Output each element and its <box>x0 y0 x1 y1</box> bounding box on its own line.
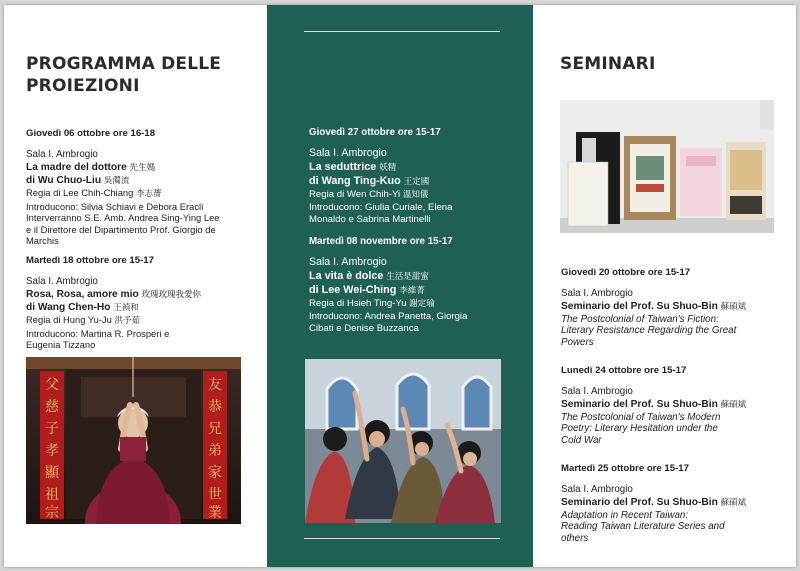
svg-text:祖: 祖 <box>45 487 59 503</box>
seminar-date: Lunedì 24 ottobre ore 15-17 <box>561 365 687 376</box>
event-title: La vita è dolce 生活是甜蜜 <box>309 270 429 283</box>
event-venue: Sala I. Ambrogio <box>309 146 387 159</box>
event-date: Giovedì 27 ottobre ore 15-17 <box>309 127 441 138</box>
svg-text:慈: 慈 <box>45 399 59 415</box>
seminar-2 <box>561 365 786 446</box>
svg-text:弟: 弟 <box>208 443 222 459</box>
seminar-topic: Reading Taiwan Literature Series and <box>561 521 725 533</box>
heading-line-2: PROIEZIONI <box>26 76 140 96</box>
svg-text:孝: 孝 <box>45 443 59 459</box>
event-note: Eugenia Tizzano <box>26 339 96 351</box>
svg-text:父: 父 <box>45 377 59 393</box>
seminar-topic: Adaptation in Recent Taiwan: <box>561 509 689 521</box>
seminar-1 <box>561 267 786 348</box>
books-image <box>560 100 774 233</box>
event-venue: Sala I. Ambrogio <box>26 148 98 160</box>
seminar-venue: Sala I. Ambrogio <box>561 483 633 495</box>
event-note: Interverranno S.E. Amb. Andrea Sing-Ying Lee <box>26 212 220 224</box>
screening-event-3 <box>309 127 519 226</box>
seminar-topic: others <box>561 532 589 544</box>
event-date: Martedì 18 ottobre ore 15-17 <box>26 255 154 266</box>
temple-scene-image <box>26 357 241 524</box>
seminar-topic: Poetry: Literary Hesitation under the <box>561 423 718 435</box>
seminar-venue: Sala I. Ambrogio <box>561 287 633 299</box>
seminar-topic: The Postcolonial of Taiwan's Fiction: <box>561 313 719 325</box>
event-note: Introducono: Silvia Schiavi e Debora Eracli <box>26 200 204 212</box>
event-title: Rosa, Rosa, amore mio 玫瑰玫瑰我愛你 <box>26 289 202 301</box>
event-author: di Wang Chen-Ho 王禎和 <box>26 301 139 313</box>
right-panel <box>533 5 796 567</box>
top-divider <box>304 31 500 32</box>
event-date: Giovedì 06 ottobre ore 16-18 <box>26 128 156 139</box>
seminar-3 <box>561 463 786 544</box>
seminar-topic: The Postcolonial of Taiwan's Modern <box>561 411 721 423</box>
event-director: Regia di Hung Yu-Ju 洪予茹 <box>26 314 140 326</box>
svg-text:業: 業 <box>208 505 222 521</box>
svg-text:宗: 宗 <box>45 505 59 521</box>
event-note: Introducono: Andrea Panetta, Giorgia <box>309 310 468 322</box>
seminar-speaker: Seminario del Prof. Su Shuo-Bin 蘇碩斌 <box>561 497 747 509</box>
event-note: Monaldo e Sabrina Martinelli <box>309 213 431 225</box>
event-director: Regia di Wen Chih-Yi 溫知儀 <box>309 189 429 201</box>
svg-text:家: 家 <box>208 465 222 481</box>
event-author: di Wu Chuo-Liu 吳濁流 <box>26 174 130 186</box>
event-author: di Wang Ting-Kuo 王定國 <box>309 175 430 188</box>
event-director: Regia di Hsieh Ting-Yu 謝定瑜 <box>309 298 435 310</box>
seminar-date: Giovedì 20 ottobre ore 15-17 <box>561 267 691 278</box>
screening-event-1 <box>26 128 256 247</box>
svg-text:子: 子 <box>45 421 59 437</box>
temple-film-photo <box>26 357 241 524</box>
middle-panel <box>267 5 533 567</box>
seminar-venue: Sala I. Ambrogio <box>561 385 633 397</box>
books-photo <box>560 100 774 233</box>
svg-text:友: 友 <box>208 377 222 393</box>
event-note: Introducono: Giulia Curiale, Elena <box>309 201 453 213</box>
dancing-film-photo <box>305 359 501 523</box>
dancing-scene-image <box>305 359 501 523</box>
event-note: e il Direttore del Dipartimento Prof. Giorgio de <box>26 223 216 235</box>
event-title: La madre del dottore 先生媽 <box>26 162 156 174</box>
bottom-divider <box>304 538 500 539</box>
seminar-speaker: Seminario del Prof. Su Shuo-Bin 蘇碩斌 <box>561 399 747 411</box>
seminar-topic: Cold War <box>561 434 602 446</box>
event-venue: Sala I. Ambrogio <box>26 275 98 287</box>
seminar-topic: Literary Resistance Regarding the Great <box>561 325 737 337</box>
svg-text:世: 世 <box>208 487 222 503</box>
seminar-topic: Powers <box>561 336 594 348</box>
event-note: Marchis <box>26 235 59 247</box>
event-author: di Lee Wei-Ching 李維菁 <box>309 284 425 297</box>
event-note: Cibati e Denise Buzzanca <box>309 322 419 334</box>
event-director: Regia di Lee Chih-Chiang 李志薔 <box>26 187 162 199</box>
left-panel <box>4 5 267 567</box>
seminar-date: Martedì 25 ottobre ore 15-17 <box>561 463 689 474</box>
seminars-heading: SEMINARI <box>560 54 656 74</box>
svg-text:顯: 顯 <box>45 465 59 481</box>
event-note: Introducono: Martina R. Prosperi e <box>26 327 170 339</box>
event-title: La seduttrice 妖精 <box>309 161 397 174</box>
seminar-speaker: Seminario del Prof. Su Shuo-Bin 蘇碩斌 <box>561 301 747 313</box>
heading-line-1: PROGRAMMA DELLE <box>26 54 222 74</box>
event-venue: Sala I. Ambrogio <box>309 255 387 268</box>
event-date: Martedì 08 novembre ore 15-17 <box>309 236 453 247</box>
brochure-sheet <box>4 5 796 567</box>
screenings-heading <box>26 53 221 97</box>
screening-event-4 <box>309 236 519 335</box>
svg-text:兄: 兄 <box>208 421 222 437</box>
svg-text:恭: 恭 <box>208 399 222 415</box>
screening-event-2 <box>26 255 256 351</box>
